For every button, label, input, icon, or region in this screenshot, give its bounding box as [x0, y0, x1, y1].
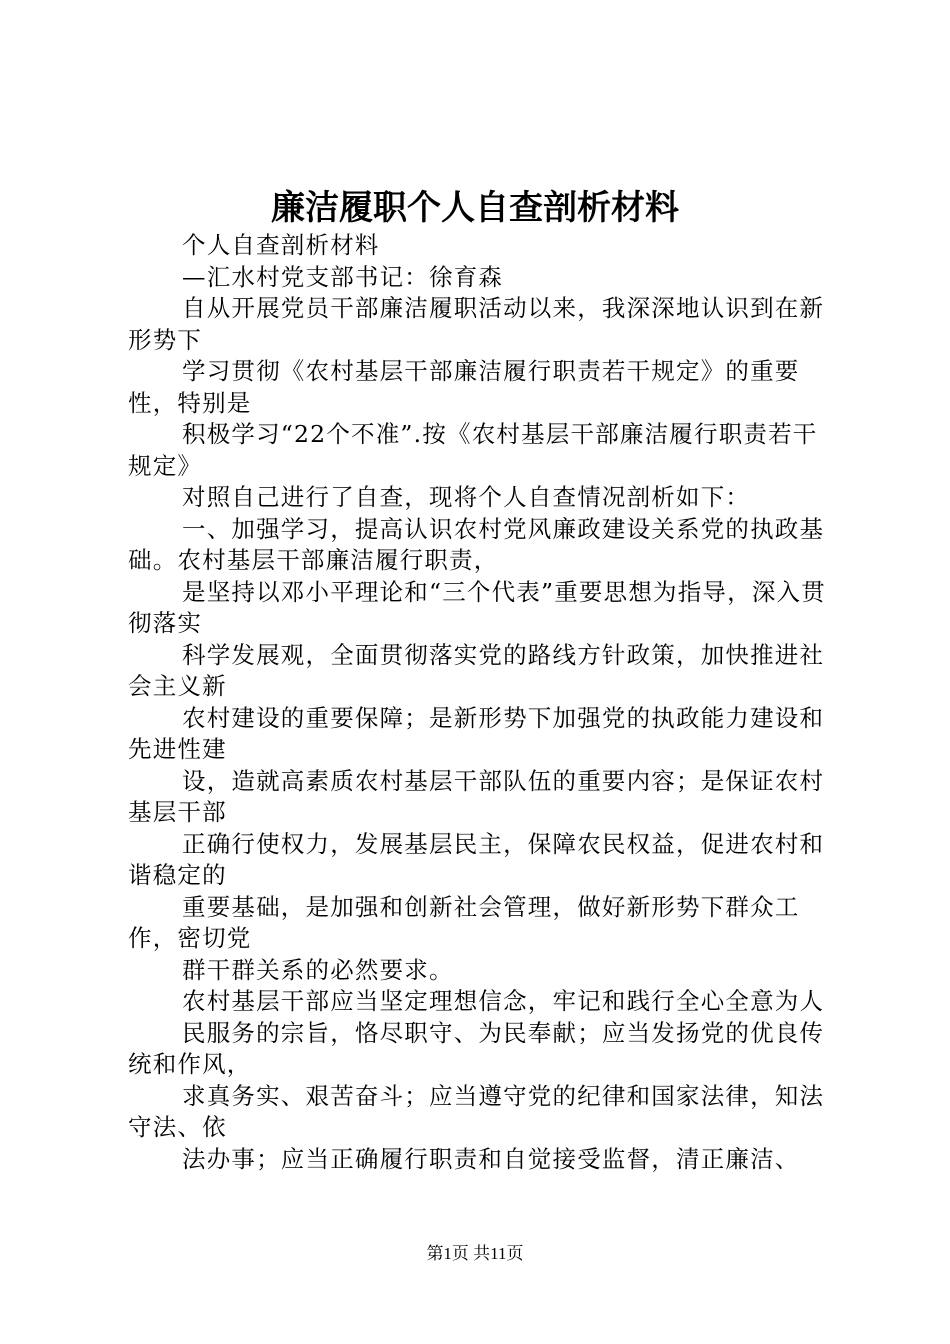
paragraph: 积极学习“22个不准”.按《农村基层干部廉洁履行职责若干规定》: [128, 420, 818, 480]
document-body: [128, 230, 834, 1175]
page-footer: 第1页 共11页: [426, 1244, 524, 1263]
paragraph: 对照自己进行了自查，现将个人自查情况剖析如下：: [182, 483, 751, 511]
paragraph: 重要基础，是加强和创新社会管理，做好新形势下群众工作，密切党: [128, 892, 800, 952]
paragraph: 一、加强学习，提高认识农村党风廉政建设关系党的执政基础。农村基层干部廉洁履行职责，: [128, 514, 825, 574]
paragraph: 自从开展党员干部廉洁履职活动以来，我深深地认识到在新形势下: [128, 294, 825, 354]
document-title: 廉洁履职个人自查剖析材料: [271, 188, 679, 228]
paragraph: 农村建设的重要保障；是新形势下加强党的执政能力建设和先进性建: [128, 703, 825, 763]
paragraph: 正确行使权力，发展基层民主，保障农民权益，促进农村和谐稳定的: [128, 829, 825, 889]
paragraph: 农村基层干部应当坚定理想信念，牢记和践行全心全意为人: [182, 987, 825, 1015]
paragraph: 法办事；应当正确履行职责和自觉接受监督，清正廉洁、: [182, 1144, 800, 1173]
paragraph: 是坚持以邓小平理论和“三个代表”重要思想为指导，深入贯彻落实: [128, 577, 826, 637]
paragraph: 群干群关系的必然要求。: [182, 955, 454, 984]
paragraph: 个人自查剖析材料: [182, 231, 380, 259]
paragraph: 科学发展观，全面贯彻落实党的路线方针政策，加快推进社会主义新: [128, 640, 825, 700]
paragraph: 设，造就高素质农村基层干部队伍的重要内容；是保证农村基层干部: [128, 766, 825, 826]
paragraph: —汇水村党支部书记：徐育森: [182, 262, 504, 291]
paragraph: 民服务的宗旨，恪尽职守、为民奉献；应当发扬党的优良传统和作风，: [128, 1018, 825, 1078]
paragraph: 学习贯彻《农村基层干部廉洁履行职责若干规定》的重要性，特别是: [128, 357, 800, 417]
paragraph: 求真务实、艰苦奋斗；应当遵守党的纪律和国家法律，知法守法、依: [128, 1081, 825, 1141]
